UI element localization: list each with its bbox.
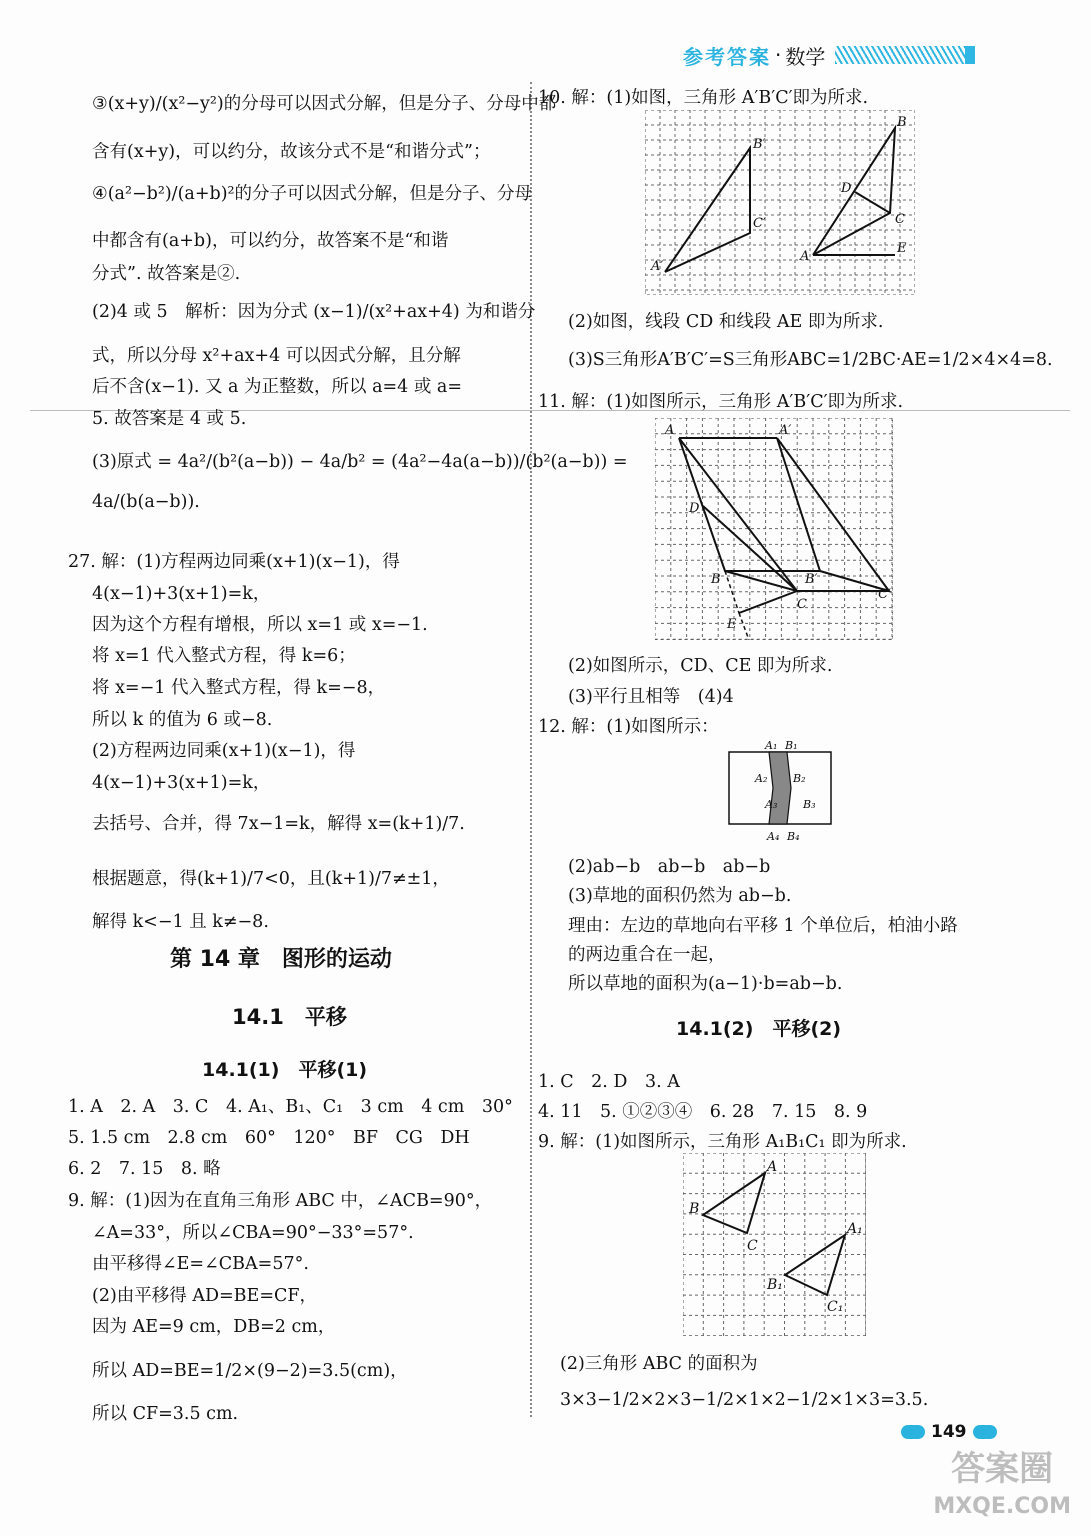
left-line: 因为这个方程有增根，所以 x=1 或 x=−1. <box>92 615 428 635</box>
watermark <box>933 1450 1071 1526</box>
figure-9 <box>683 1153 866 1336</box>
left-line: 所以 AD=BE=1/2×(9−2)=3.5(cm)， <box>92 1361 408 1381</box>
right-line: 10. 解：(1)如图，三角形 A′B′C′即为所求. <box>538 88 869 108</box>
left-line: 6. 2 7. 15 8. 略 <box>68 1159 221 1179</box>
label-c: C <box>895 212 905 227</box>
page-header <box>683 40 975 70</box>
left-line: 所以 k 的值为 6 或−8. <box>92 710 273 730</box>
right-line: 12. 解：(1)如图所示： <box>538 717 719 737</box>
left-line: 解得 k<−1 且 k≠−8. <box>92 912 269 932</box>
label-a3: A₃ <box>765 798 778 811</box>
label-b3: B₃ <box>803 798 816 811</box>
left-line: 9. 解：(1)因为在直角三角形 ABC 中，∠ACB=90°， <box>68 1191 493 1211</box>
left-line: 1. A 2. A 3. C 4. A₁、B₁、C₁ 3 cm 4 cm 30° <box>68 1097 513 1117</box>
titles-line: 14.1(1) 平移(1) <box>202 1059 368 1081</box>
header-stripes <box>835 46 965 64</box>
right-line: (2)三角形 ABC 的面积为 <box>560 1354 758 1374</box>
right-line: 11. 解：(1)如图所示，三角形 A′B′C′即为所求. <box>538 392 904 412</box>
left-line: 4(x−1)+3(x+1)=k， <box>92 773 271 793</box>
left-line: 分式”. 故答案是②. <box>92 264 241 284</box>
grid <box>645 110 915 295</box>
label-b: B <box>897 115 907 130</box>
left-line: 去括号、合并，得 7x−1=k，解得 x=(k+1)/7. <box>92 814 465 834</box>
label-b1: B₁ <box>785 739 798 752</box>
right-line: 9. 解：(1)如图所示，三角形 A₁B₁C₁ 即为所求. <box>538 1132 907 1152</box>
label-e: E <box>727 617 737 632</box>
label-a-prime: A′ <box>651 259 664 274</box>
header-label: 参考答案 <box>683 44 771 69</box>
label-c1: C₁ <box>827 1299 844 1315</box>
left-line: 27. 解：(1)方程两边同乘(x+1)(x−1)，得 <box>68 552 400 572</box>
right-line: 4. 11 5. ①②③④ 6. 28 7. 15 8. 9 <box>538 1102 868 1122</box>
figure-10 <box>645 110 915 295</box>
right-line: (3)S三角形A′B′C′=S三角形ABC=1/2BC·AE=1/2×4×4=8. <box>568 350 1053 370</box>
left-line: 5. 1.5 cm 2.8 cm 60° 120° BF CG DH <box>68 1128 470 1148</box>
left-line: ④(a²−b²)/(a+b)²的分子可以因式分解，但是分子、分母 <box>92 184 533 204</box>
label-a-prime: A′ <box>779 423 792 438</box>
label-d: D <box>841 181 852 196</box>
column-divider <box>530 82 532 1417</box>
left-line: (2)4 或 5 解析：因为分式 (x−1)/(x²+ax+4) 为和谐分 <box>92 302 536 322</box>
titles-line: 14.1 平移 <box>232 1005 347 1029</box>
header-sep: · <box>775 43 782 67</box>
titles-line: 14.1(2) 平移(2) <box>676 1018 842 1040</box>
left-line: 将 x=−1 代入整式方程，得 k=−8， <box>92 678 386 698</box>
right-line: 理由：左边的草地向右平移 1 个单位后，柏油小路 <box>568 916 958 936</box>
right-line: (2)如图，线段 CD 和线段 AE 即为所求. <box>568 312 884 332</box>
right-line: (3)平行且相等 (4)4 <box>568 687 734 707</box>
label-b: B <box>711 572 721 587</box>
left-line: (2)由平移得 AD=BE=CF， <box>92 1286 318 1306</box>
left-line: 中都含有(a+b)，可以约分，故答案不是“和谐 <box>92 231 449 251</box>
left-line: (3)原式 = 4a²/(b²(a−b)) − 4a/b² = (4a²−4a(a−b))/(b²(a−b)) = <box>92 452 628 472</box>
titles-line: 第 14 章 图形的运动 <box>170 947 392 972</box>
label-c: C <box>797 597 807 612</box>
label-a: A <box>665 423 675 438</box>
label-c: C <box>747 1238 758 1254</box>
label-b4: B₄ <box>787 830 800 843</box>
label-a: A <box>767 1159 778 1175</box>
page-number <box>895 1422 1003 1442</box>
label-c-prime: C′ <box>753 216 766 231</box>
right-line: (3)草地的面积仍然为 ab−b. <box>568 886 792 906</box>
left-line: 所以 CF=3.5 cm. <box>92 1404 239 1424</box>
label-a1: A₁ <box>847 1221 863 1237</box>
label-d: D <box>689 501 700 516</box>
left-line: (2)方程两边同乘(x+1)(x−1)，得 <box>92 741 356 761</box>
left-line: 式，所以分母 x²+ax+4 可以因式分解，且分解 <box>92 346 461 366</box>
label-b-prime: B′ <box>805 572 818 587</box>
watermark-line2: MXQE.COM <box>933 1494 1071 1519</box>
watermark-line1: 答案圈 <box>951 1449 1054 1489</box>
label-a2: A₂ <box>755 772 768 785</box>
figure-11 <box>655 418 893 640</box>
right-line: 的两边重合在一起， <box>568 945 726 965</box>
label-b: B <box>689 1201 700 1217</box>
left-line: 因为 AE=9 cm，DB=2 cm， <box>92 1317 336 1337</box>
label-a1: A₁ <box>765 739 778 752</box>
left-line: 根据题意，得(k+1)/7<0，且(k+1)/7≠±1， <box>92 869 450 889</box>
right-line: (2)ab−b ab−b ab−b <box>568 857 771 877</box>
label-b2: B₂ <box>793 772 806 785</box>
left-line: 由平移得∠E=∠CBA=57°. <box>92 1254 309 1274</box>
left-line: 5. 故答案是 4 或 5. <box>92 409 247 429</box>
label-a: A <box>800 249 810 264</box>
label-c-prime: C′ <box>878 587 891 602</box>
left-line: 4a/(b(a−b)). <box>92 492 200 512</box>
right-line: (2)如图所示，CD、CE 即为所求. <box>568 656 833 676</box>
left-line: 4(x−1)+3(x+1)=k， <box>92 584 271 604</box>
label-b1: B₁ <box>767 1277 783 1293</box>
left-line: ③(x+y)/(x²−y²)的分母可以因式分解，但是分子、分母中都 <box>92 94 557 114</box>
page-dot-right <box>973 1425 997 1439</box>
right-line: 所以草地的面积为(a−1)·b=ab−b. <box>568 974 843 994</box>
page-dot-left <box>901 1425 925 1439</box>
figure-12 <box>725 738 835 846</box>
header-subject: 数学 <box>785 44 826 69</box>
right-line: 1. C 2. D 3. A <box>538 1072 680 1092</box>
left-line: 含有(x+y)，可以约分，故该分式不是“和谐分式”； <box>92 142 491 162</box>
header-stripes-end <box>965 46 975 64</box>
left-line: 将 x=1 代入整式方程，得 k=6； <box>92 646 356 666</box>
left-line: 后不含(x−1). 又 a 为正整数，所以 a=4 或 a= <box>92 377 463 397</box>
page-number-text: 149 <box>931 1422 967 1442</box>
left-line: ∠A=33°，所以∠CBA=90°−33°=57°. <box>92 1223 414 1243</box>
label-b-prime: B′ <box>753 137 766 152</box>
label-a4: A₄ <box>767 830 780 843</box>
right-line: 3×3−1/2×2×3−1/2×1×2−1/2×1×3=3.5. <box>560 1390 929 1410</box>
label-e: E <box>897 241 907 256</box>
